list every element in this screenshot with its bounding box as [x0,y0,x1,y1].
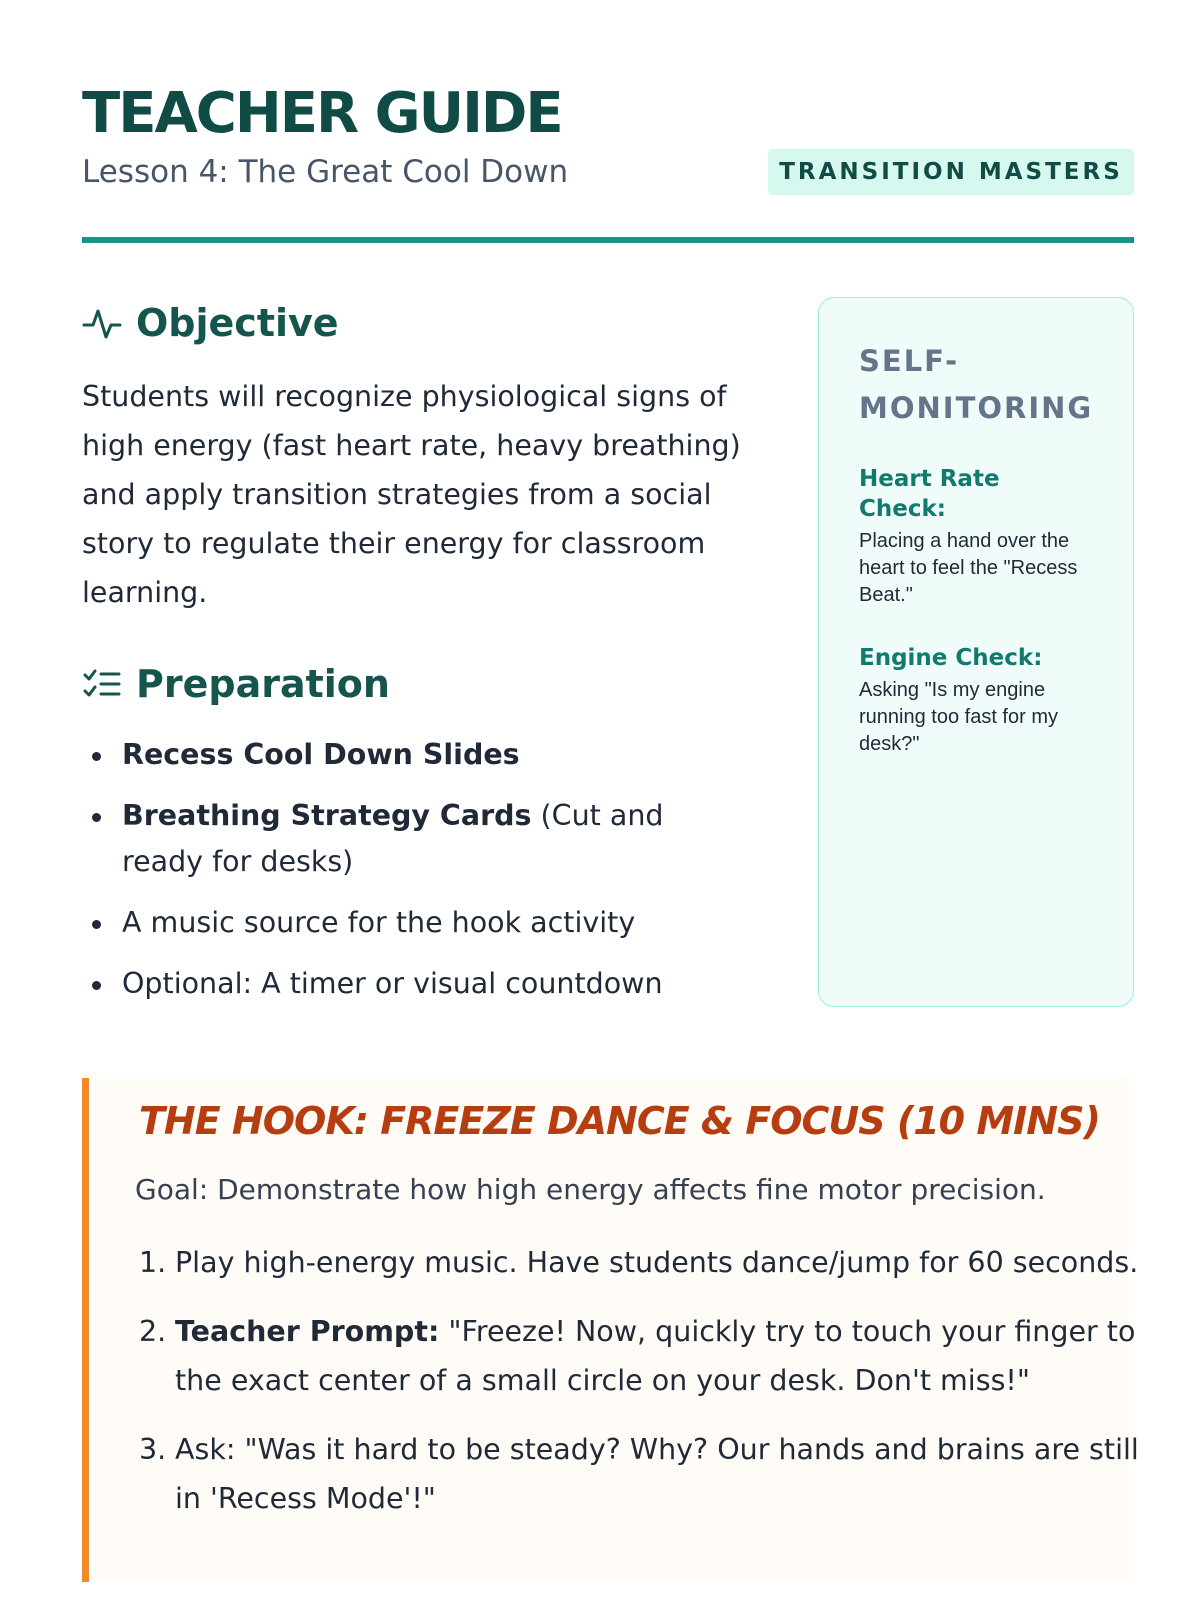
checklist-icon [82,664,122,704]
teacher-guide-page [82,0,1139,1600]
self-monitoring-sidebar [818,297,1134,1007]
list-item-text: (Cut and ready for desks) [122,799,664,878]
list-item [82,961,742,1007]
list-item [82,793,742,885]
list-item-bold: Recess Cool Down Slides [122,738,520,771]
step-number: 3. [139,1433,167,1466]
series-badge: TRANSITION MASTERS [768,149,1134,195]
list-item [82,900,742,946]
hook-title: THE HOOK: FREEZE DANCE & FOCUS (10 MINS) [139,1099,1100,1143]
hook-goal: Goal: Demonstrate how high energy affects fine motor precision. [135,1173,1046,1206]
hook-section [82,1078,1139,1582]
step-text: "Freeze! Now, quickly try to touch your finger to the exact center of a small circle on your desk. Don't miss!" [175,1315,1136,1397]
sidebar-title: SELF-MONITORING [859,344,1094,425]
sidebar-item-title: Engine Check: [859,645,1043,671]
header-divider [82,237,1134,243]
objective-heading [82,298,339,348]
list-item-bold: Breathing Strategy Cards [122,799,532,832]
preparation-list [82,732,742,1022]
preparation-heading-label: Preparation [136,662,390,706]
page-title: TEACHER GUIDE [82,81,562,146]
list-item [135,1238,1141,1287]
list-item [135,1425,1141,1523]
objective-text: Students will recognize physiological signs of high energy (fast heart rate, heavy breathing) and apply transition strategies from a social story to regulate their energy for classroom learning. [82,380,741,609]
step-text: Play high-energy music. Have students dance/jump for 60 seconds. [175,1246,1139,1279]
list-item-text: A music source for the hook activity [122,906,636,939]
sidebar-item-title: Heart Rate Check: [859,466,1000,522]
sidebar-item-engine-check [859,643,1093,758]
step-number: 2. [139,1315,167,1348]
list-item [82,732,742,778]
activity-pulse-icon [82,303,122,343]
sidebar-item-text: Placing a hand over the heart to feel the "Recess Beat." [859,530,1078,606]
step-text: Ask: "Was it hard to be steady? Why? Our hands and brains are still in 'Recess Mode'!" [175,1433,1139,1515]
list-item-text: Optional: A timer or visual countdown [122,967,663,1000]
objective-heading-label: Objective [136,301,339,345]
sidebar-item-heart-rate [859,464,1093,609]
step-number: 1. [139,1246,167,1279]
sidebar-item-text: Asking "Is my engine running too fast for my desk?" [859,679,1058,755]
list-item [135,1307,1141,1405]
step-bold: Teacher Prompt: [175,1315,440,1348]
hook-steps-list [135,1238,1141,1543]
preparation-heading [82,659,390,709]
lesson-subtitle: Lesson 4: The Great Cool Down [82,154,569,190]
